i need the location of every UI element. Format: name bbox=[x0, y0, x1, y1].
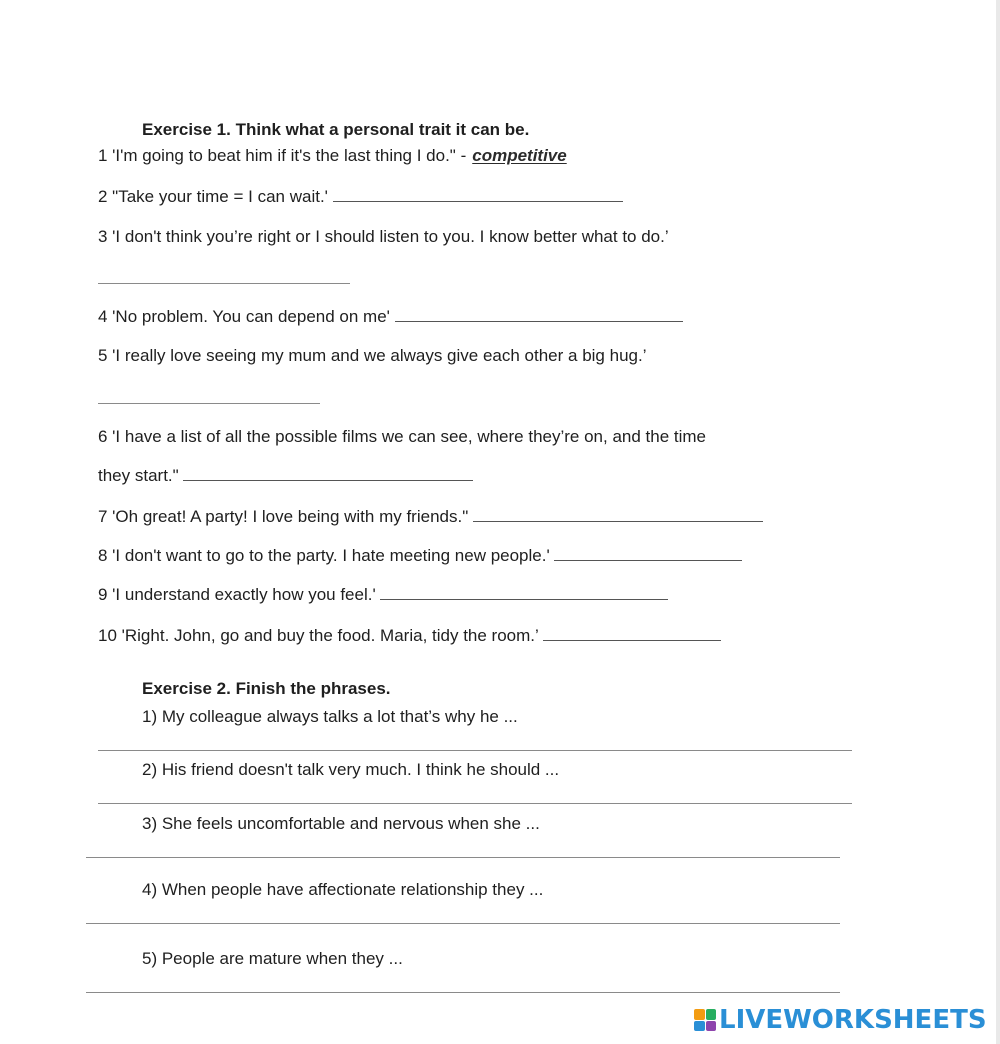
liveworksheets-logo bbox=[694, 1005, 987, 1035]
ex1-item-9 bbox=[98, 585, 668, 605]
ex1-item-3 bbox=[98, 227, 669, 247]
ex1-item-10-blank[interactable] bbox=[543, 626, 721, 641]
exercise-1-title: Exercise 1. Think what a personal trait it can be. bbox=[142, 120, 530, 139]
ex1-item-1-text: 1 'I'm going to beat him if it's the last thing I do." - bbox=[98, 146, 467, 165]
ex1-item-2-text: 2 "Take your time = I can wait.' bbox=[98, 187, 328, 206]
ex1-item-6-cont bbox=[98, 466, 473, 486]
ex1-item-9-text: 9 'I understand exactly how you feel.' bbox=[98, 585, 376, 604]
ex1-item-7-text: 7 'Oh great! A party! I love being with my friends." bbox=[98, 507, 469, 526]
ex2-item-2-answer-line[interactable] bbox=[98, 803, 852, 804]
ex1-item-8-text: 8 'I don't want to go to the party. I hate meeting new people.' bbox=[98, 546, 550, 565]
logo-square bbox=[706, 1009, 717, 1020]
ex1-item-3-text: 3 'I don't think you’re right or I should listen to you. I know better what to do.’ bbox=[98, 227, 669, 246]
ex1-item-9-blank[interactable] bbox=[380, 585, 668, 600]
ex1-item-8 bbox=[98, 546, 742, 566]
ex1-item-1-answer[interactable]: competitive bbox=[472, 146, 567, 165]
ex2-item-5: 5) People are mature when they ... bbox=[142, 949, 403, 968]
ex1-item-5 bbox=[98, 346, 646, 366]
ex1-item-6 bbox=[98, 427, 706, 447]
ex1-item-1 bbox=[98, 146, 567, 166]
ex1-item-5-text: 5 'I really love seeing my mum and we always give each other a big hug.’ bbox=[98, 346, 647, 365]
ex1-item-7 bbox=[98, 507, 763, 527]
ex1-item-4-blank[interactable] bbox=[395, 307, 683, 322]
logo-square bbox=[706, 1021, 717, 1032]
ex1-item-10 bbox=[98, 626, 721, 646]
ex1-item-6-blank[interactable] bbox=[183, 466, 473, 481]
exercise-2-title: Exercise 2. Finish the phrases. bbox=[142, 679, 391, 698]
ex1-item-7-blank[interactable] bbox=[473, 507, 763, 522]
ex2-item-4: 4) When people have affectionate relationship they ... bbox=[142, 880, 544, 899]
ex1-item-5-blank[interactable] bbox=[98, 403, 320, 404]
logo-square bbox=[694, 1021, 705, 1032]
ex1-item-3-blank[interactable] bbox=[98, 283, 350, 284]
ex2-item-5-answer-line[interactable] bbox=[86, 992, 840, 993]
ex1-item-10-text: 10 'Right. John, go and buy the food. Maria, tidy the room.’ bbox=[98, 626, 539, 645]
ex1-item-8-blank[interactable] bbox=[554, 546, 742, 561]
ex1-item-4 bbox=[98, 307, 683, 327]
liveworksheets-mark-icon bbox=[694, 1009, 716, 1031]
logo-square bbox=[694, 1009, 705, 1020]
liveworksheets-wordmark: LIVEWORKSHEETS bbox=[719, 1005, 987, 1035]
page-edge bbox=[996, 0, 1000, 1044]
ex1-item-6-text2: they start." bbox=[98, 466, 179, 485]
ex1-item-2-blank[interactable] bbox=[333, 187, 623, 202]
ex1-item-4-text: 4 'No problem. You can depend on me' bbox=[98, 307, 390, 326]
ex2-item-4-answer-line[interactable] bbox=[86, 923, 840, 924]
ex2-item-3-answer-line[interactable] bbox=[86, 857, 840, 858]
ex2-item-1: 1) My colleague always talks a lot that’s why he ... bbox=[142, 707, 518, 726]
ex2-item-1-answer-line[interactable] bbox=[98, 750, 852, 751]
ex1-item-2 bbox=[98, 187, 623, 207]
ex2-item-3: 3) She feels uncomfortable and nervous when she ... bbox=[142, 814, 540, 833]
ex2-item-2: 2) His friend doesn't talk very much. I think he should ... bbox=[142, 760, 560, 779]
ex1-item-6-text: 6 'I have a list of all the possible films we can see, where they’re on, and the time bbox=[98, 427, 707, 446]
